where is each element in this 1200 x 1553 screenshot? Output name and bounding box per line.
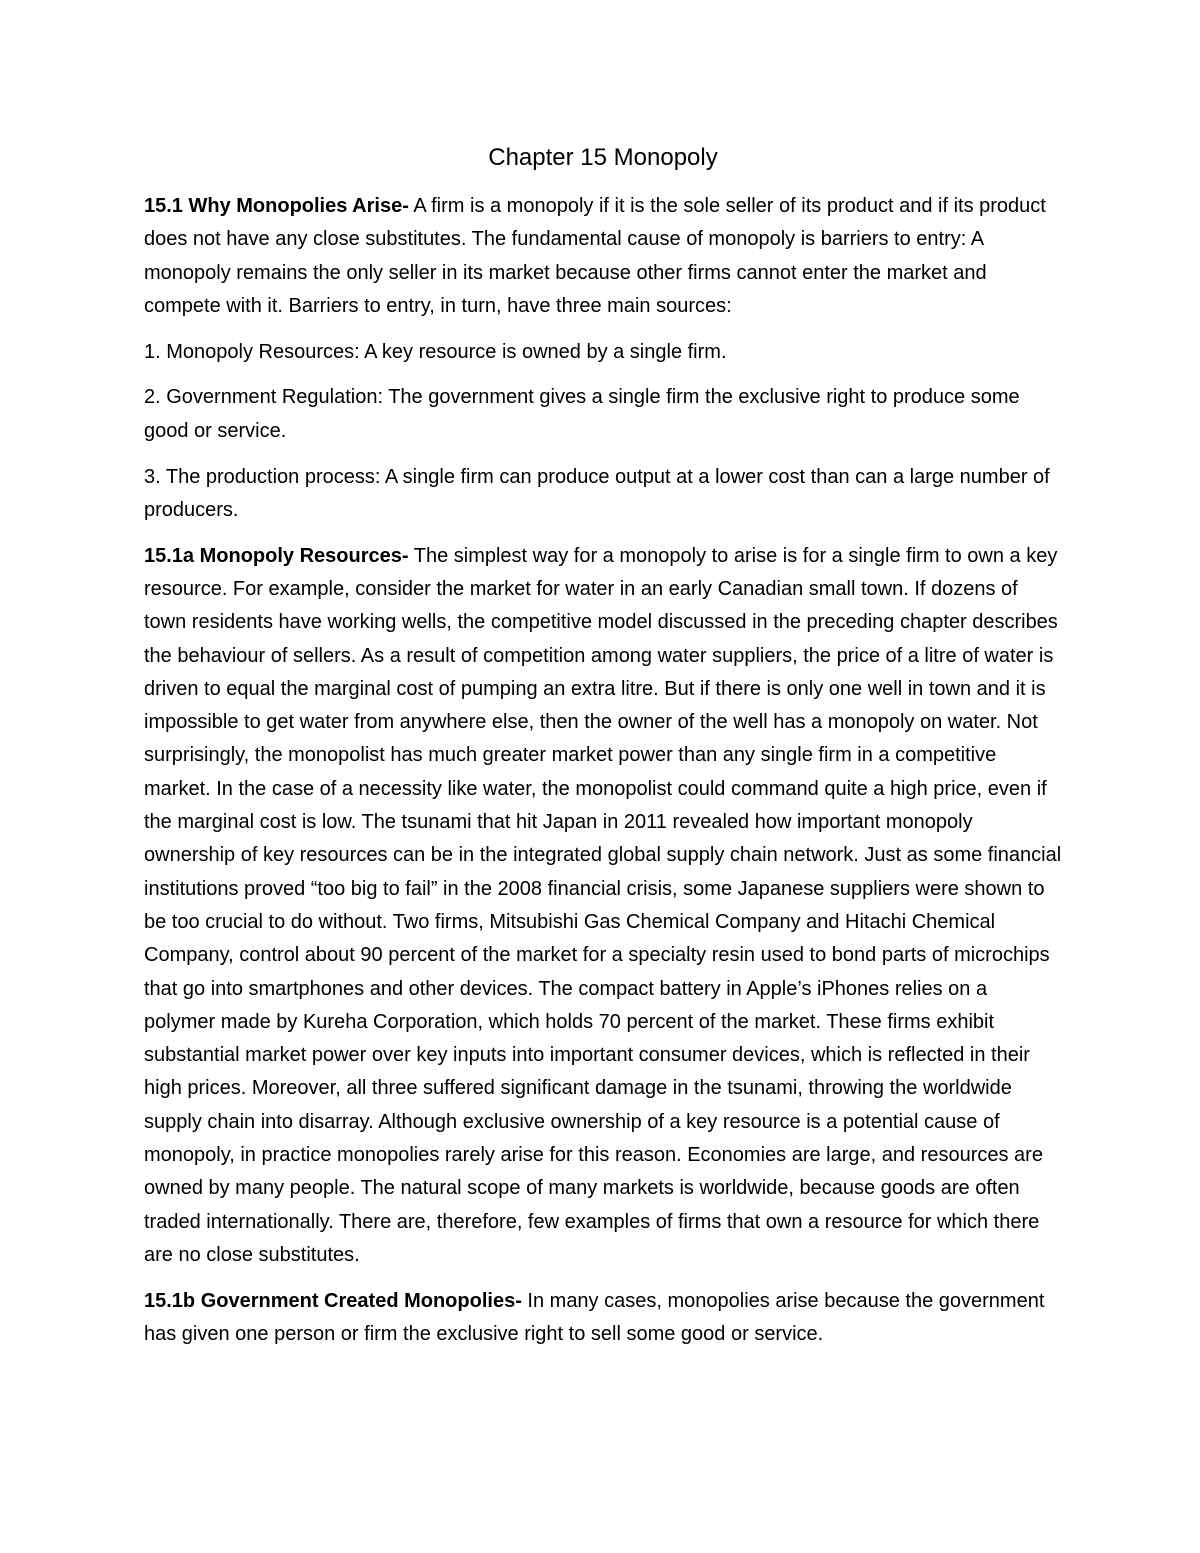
list-item-text: 3. The production process: A single firm can produce output at a lower cost than can a large number of producers. (144, 465, 1050, 521)
paragraph-body: A firm is a monopoly if it is the sole seller of its product and if its product does not have any close substitutes. The fundamental cause of monopoly is barriers to entry: A monopoly remains the only seller in its market because other firms cannot enter the market and compete with it. Barriers to entry, in turn, have three main sources: (144, 195, 1046, 317)
chapter-title: Chapter 15 Monopoly (488, 144, 718, 171)
section-heading-15-1: 15.1 Why Monopolies Arise- (144, 195, 409, 217)
paragraph-body: In many cases, monopolies arise because the government has given one person or firm the exclusive right to sell some good or service. (144, 1289, 1045, 1345)
document-page (144, 140, 1062, 1364)
paragraph-15-1a (144, 540, 1062, 1273)
list-item-government-regulation (144, 381, 1062, 448)
paragraph-body: The simplest way for a monopoly to arise is for a single firm to own a key resource. For example, consider the market for water in an early Canadian small town. If dozens of town residents have working wells, the competitive model discussed in the preceding chapter describes the behaviour of sellers. As a result of competition among water suppliers, the price of a litre of water is driven to equal the marginal cost of pumping an extra litre. But if there is only one well in town and it is impossible to get water from anywhere else, then the owner of the well has a monopoly on water. Not surprisingly, the monopolist has much greater market power than any single firm in a competitive market. In the case of a necessity like water, the monopolist could command quite a high price, even if the marginal cost is low. The tsunami that hit Japan in 2011 revealed how important monopoly ownership of key resources can be in the integrated global supply chain network. Just as some financial institutions proved “too big to fail” in the 2008 financial crisis, some Japanese suppliers were shown to be too crucial to do without. Two firms, Mitsubishi Gas Chemical Company and Hitachi Chemical Company, control about 90 percent of the market for a specialty resin used to bond parts of microchips that go into smartphones and other devices. The compact battery in Apple’s iPhones relies on a polymer made by Kureha Corporation, which holds 70 percent of the market. These firms exhibit substantial market power over key inputs into important consumer devices, which is reflected in their high prices. Moreover, all three suffered significant damage in the tsunami, throwing the worldwide supply chain into disarray. Although exclusive ownership of a key resource is a potential cause of monopoly, in practice monopolies rarely arise for this reason. Economies are large, and resources are owned by many people. The natural scope of many markets is worldwide, because goods are often traded internationally. There are, therefore, few examples of firms that own a resource for which there are no close substitutes. (144, 544, 1062, 1266)
list-item-production-process (144, 461, 1062, 528)
list-item-text: 2. Government Regulation: The government gives a single firm the exclusive right to produce some good or service. (144, 386, 1020, 442)
paragraph-15-1 (144, 190, 1062, 323)
paragraph-15-1b (144, 1285, 1062, 1352)
list-item-text: 1. Monopoly Resources: A key resource is owned by a single firm. (144, 340, 727, 363)
section-heading-15-1b: 15.1b Government Created Monopolies- (144, 1289, 522, 1312)
list-item-monopoly-resources (144, 336, 1062, 369)
section-heading-15-1a: 15.1a Monopoly Resources- (144, 544, 409, 567)
